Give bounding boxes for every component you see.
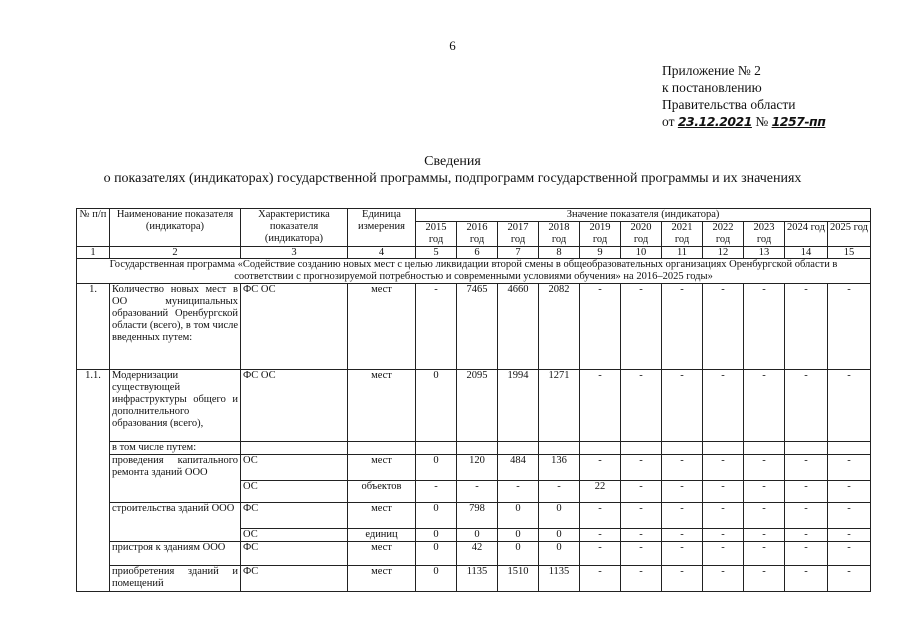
row-value: - [662, 481, 703, 503]
row-value: - [703, 284, 744, 370]
column-index: 13 [744, 247, 785, 259]
row-value: - [662, 284, 703, 370]
column-index: 1 [77, 247, 110, 259]
row-name: приобретения зданий и помещений [110, 566, 241, 592]
row-value [457, 442, 498, 455]
row-value: - [621, 542, 662, 566]
row-value [703, 442, 744, 455]
row-characteristic: ФС [241, 542, 348, 566]
row-value: - [580, 455, 621, 481]
row-value: - [744, 566, 785, 592]
header-year: 2015 год [416, 222, 457, 247]
row-value: 798 [457, 503, 498, 529]
column-index: 11 [662, 247, 703, 259]
row-value: - [662, 503, 703, 529]
appendix-block [662, 62, 825, 130]
row-name: строительства зданий ООО [110, 503, 241, 529]
row-value: 0 [539, 503, 580, 529]
row-value: - [662, 542, 703, 566]
row-value: 0 [416, 503, 457, 529]
table-row [77, 284, 871, 370]
row-value [744, 442, 785, 455]
appendix-line-3: Правительства области [662, 97, 796, 112]
row-value [828, 442, 871, 455]
row-number [77, 503, 110, 529]
header-year: 2020 год [621, 222, 662, 247]
row-value: 1135 [539, 566, 580, 592]
row-value [416, 442, 457, 455]
title-line-1: Сведения [424, 154, 481, 169]
row-value: - [621, 529, 662, 542]
row-characteristic: ФС [241, 503, 348, 529]
row-value: - [744, 529, 785, 542]
row-value: - [828, 529, 871, 542]
row-value: - [498, 481, 539, 503]
row-value: 4660 [498, 284, 539, 370]
row-number: 1. [77, 284, 110, 370]
row-value [785, 442, 828, 455]
row-value: - [621, 455, 662, 481]
row-name: Количество новых мест в ОО муниципальных образований Оренбургской области (всего), в том числе введенных путем: [110, 284, 241, 370]
header-year: 2017 год [498, 222, 539, 247]
header-name: Наименование показателя (индикатора) [110, 209, 241, 247]
row-value: - [621, 481, 662, 503]
program-row [77, 259, 871, 284]
row-value: - [785, 455, 828, 481]
row-value [580, 442, 621, 455]
row-value: 0 [416, 455, 457, 481]
handwritten-number: 1257-пп [771, 114, 826, 129]
column-index-row [77, 247, 871, 259]
row-value: - [457, 481, 498, 503]
row-value: 1510 [498, 566, 539, 592]
row-value: 0 [416, 566, 457, 592]
column-index: 6 [457, 247, 498, 259]
row-value [662, 442, 703, 455]
row-value: 484 [498, 455, 539, 481]
row-name: Модернизации существующей инфраструктуры общего и дополнительного образования (всего), [110, 370, 241, 442]
row-unit: мест [348, 503, 416, 529]
row-value: - [621, 284, 662, 370]
row-unit: единиц [348, 529, 416, 542]
row-characteristic: ФС [241, 566, 348, 592]
row-value: - [580, 566, 621, 592]
row-value: 42 [457, 542, 498, 566]
row-value: 1135 [457, 566, 498, 592]
row-value: 0 [498, 529, 539, 542]
row-value: - [662, 566, 703, 592]
row-value: - [703, 529, 744, 542]
row-name: в том числе путем: [110, 442, 241, 455]
row-value: - [703, 370, 744, 442]
row-value: 1271 [539, 370, 580, 442]
table-row [77, 442, 871, 455]
row-number: 1.1. [77, 370, 110, 442]
row-value: - [580, 284, 621, 370]
row-value: - [828, 284, 871, 370]
row-value: - [662, 529, 703, 542]
header-row-1 [77, 209, 871, 222]
row-characteristic: ФС ОС [241, 370, 348, 442]
row-value: 0 [539, 529, 580, 542]
header-characteristic: Характеристика показателя (индикатора) [241, 209, 348, 247]
row-value: 0 [416, 370, 457, 442]
title-line-2: о показателях (индикаторах) государственной программы, подпрограмм государственной программы и их значениях [103, 171, 802, 186]
table-row [77, 542, 871, 566]
row-value: 0 [539, 542, 580, 566]
row-value: - [785, 566, 828, 592]
row-characteristic: ФС ОС [241, 284, 348, 370]
row-unit: мест [348, 284, 416, 370]
row-value: 0 [498, 542, 539, 566]
header-year: 2021 год [662, 222, 703, 247]
row-value: - [580, 370, 621, 442]
column-index: 4 [348, 247, 416, 259]
program-title: Государственная программа «Содействие созданию новых мест с целью ликвидации второй смены в общеобразовательных организациях Оренбургской области в соответствии с прогнозируемой потребностью и современными условиями обучения» на 2016–2025 годы» [77, 259, 871, 284]
column-index: 7 [498, 247, 539, 259]
row-value [539, 442, 580, 455]
column-index: 12 [703, 247, 744, 259]
row-name [110, 481, 241, 503]
header-values: Значение показателя (индикатора) [416, 209, 871, 222]
indicators-table [76, 208, 871, 592]
row-characteristic: ОС [241, 529, 348, 542]
row-value: - [785, 503, 828, 529]
row-number [77, 455, 110, 481]
row-value: 120 [457, 455, 498, 481]
table-row [77, 481, 871, 503]
row-value: - [703, 481, 744, 503]
row-value: 0 [416, 529, 457, 542]
row-value: - [785, 542, 828, 566]
row-value: 1994 [498, 370, 539, 442]
handwritten-date: 23.12.2021 [677, 114, 752, 129]
column-index: 2 [110, 247, 241, 259]
row-value: - [703, 542, 744, 566]
row-value: - [580, 529, 621, 542]
header-year: 2025 год [828, 222, 871, 247]
row-value [621, 442, 662, 455]
row-value: - [785, 370, 828, 442]
row-value: - [744, 284, 785, 370]
row-value: - [621, 370, 662, 442]
row-value: - [785, 529, 828, 542]
document-title [0, 153, 905, 187]
row-number [77, 542, 110, 566]
row-value: 2095 [457, 370, 498, 442]
column-index: 8 [539, 247, 580, 259]
appendix-line-2: к постановлению [662, 80, 762, 95]
appendix-date-line [662, 113, 825, 130]
row-value: - [621, 503, 662, 529]
row-unit: мест [348, 455, 416, 481]
column-index: 3 [241, 247, 348, 259]
row-value: 2082 [539, 284, 580, 370]
header-year: 2016 год [457, 222, 498, 247]
row-value: - [662, 455, 703, 481]
column-index: 9 [580, 247, 621, 259]
row-value: - [785, 284, 828, 370]
row-unit: объектов [348, 481, 416, 503]
row-value: - [828, 566, 871, 592]
column-index: 5 [416, 247, 457, 259]
column-index: 14 [785, 247, 828, 259]
column-index: 15 [828, 247, 871, 259]
row-value: - [785, 481, 828, 503]
row-value: - [703, 455, 744, 481]
column-index: 10 [621, 247, 662, 259]
row-unit: мест [348, 370, 416, 442]
header-year: 2018 год [539, 222, 580, 247]
row-value: 7465 [457, 284, 498, 370]
row-value: - [828, 455, 871, 481]
table-row [77, 503, 871, 529]
header-unit: Единица измерения [348, 209, 416, 247]
row-value: - [744, 481, 785, 503]
table-row [77, 566, 871, 592]
header-year: 2019 год [580, 222, 621, 247]
row-number [77, 481, 110, 503]
row-value: - [703, 566, 744, 592]
date-prefix: от [662, 114, 675, 129]
row-value: - [416, 284, 457, 370]
row-value: - [416, 481, 457, 503]
row-value: - [662, 370, 703, 442]
page-number: 6 [449, 38, 456, 53]
row-value [498, 442, 539, 455]
header-num: № п/п [77, 209, 110, 247]
number-prefix: № [755, 114, 769, 129]
row-number [77, 442, 110, 455]
row-name: пристроя к зданиям ООО [110, 542, 241, 566]
row-value: - [828, 542, 871, 566]
header-year: 2023 год [744, 222, 785, 247]
row-value: - [828, 503, 871, 529]
appendix-line-1: Приложение № 2 [662, 63, 761, 78]
row-unit: мест [348, 542, 416, 566]
row-value: 136 [539, 455, 580, 481]
row-characteristic: ОС [241, 455, 348, 481]
row-value: - [703, 503, 744, 529]
row-name: проведения капитального ремонта зданий ООО [110, 455, 241, 481]
row-value: - [580, 542, 621, 566]
row-value: 0 [498, 503, 539, 529]
table-row [77, 370, 871, 442]
row-value: - [744, 455, 785, 481]
header-year: 2022 год [703, 222, 744, 247]
row-unit [348, 442, 416, 455]
row-value: 22 [580, 481, 621, 503]
row-unit: мест [348, 566, 416, 592]
row-name [110, 529, 241, 542]
row-value: - [828, 370, 871, 442]
table-row [77, 455, 871, 481]
row-value: 0 [416, 542, 457, 566]
row-number [77, 566, 110, 592]
row-value: - [539, 481, 580, 503]
row-value: - [828, 481, 871, 503]
header-year: 2024 год [785, 222, 828, 247]
row-characteristic [241, 442, 348, 455]
row-number [77, 529, 110, 542]
row-value: 0 [457, 529, 498, 542]
row-value: - [744, 542, 785, 566]
table-row [77, 529, 871, 542]
row-value: - [580, 503, 621, 529]
row-value: - [621, 566, 662, 592]
row-value: - [744, 503, 785, 529]
row-characteristic: ОС [241, 481, 348, 503]
row-value: - [744, 370, 785, 442]
